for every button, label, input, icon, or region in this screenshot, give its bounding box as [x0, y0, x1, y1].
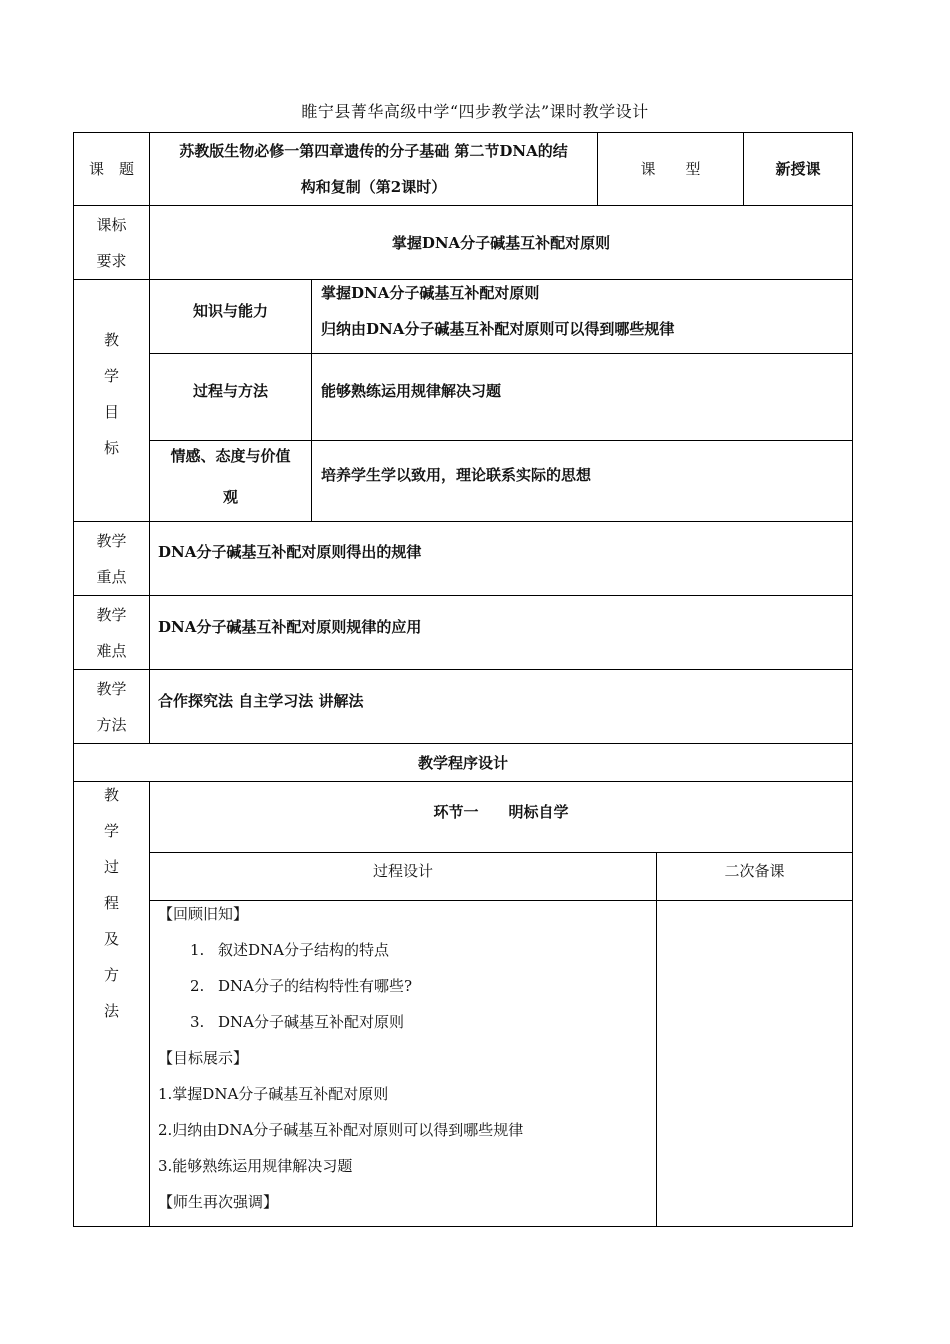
objective-attitude-label-line-2: 观: [222, 488, 238, 506]
objectives-label-char: 目: [103, 403, 119, 421]
column-header-design: 过程设计: [372, 862, 433, 880]
objective-attitude-label: [150, 436, 311, 516]
process-label-char: 法: [103, 1002, 119, 1020]
standards-label-line-2: 要求: [96, 251, 127, 270]
column-header-prep: 二次备课: [724, 862, 785, 880]
standards-label-line-1: 课标: [96, 215, 127, 234]
focus-label: [74, 522, 149, 595]
objectives-label-char: 教: [103, 331, 119, 349]
process-label-char: 过: [103, 858, 119, 876]
topic-line-1: 苏教版生物必修一第四章遗传的分子基础 第二节DNA的结: [179, 142, 568, 160]
review-item-text: 叙述DNA分子结构的特点: [218, 941, 389, 959]
objective-attitude-label-line-1: 情感、态度与价值: [170, 447, 291, 465]
review-heading: 【回顾旧知】: [158, 905, 249, 923]
page-title: 睢宁县菁华高级中学“四步教学法”课时教学设计: [301, 102, 649, 121]
difficulty-label: [74, 596, 149, 669]
type-label: 课 型: [640, 160, 701, 178]
review-item-text: DNA分子碱基互补配对原则: [218, 1013, 404, 1031]
methods-label: [74, 670, 149, 743]
goal-item: 2.归纳由DNA分子碱基互补配对原则可以得到哪些规律: [158, 1121, 524, 1139]
review-item-number: 3.: [190, 1013, 205, 1031]
review-item-number: 2.: [190, 977, 205, 995]
objective-knowledge-label: 知识与能力: [192, 302, 268, 320]
topic-line-2: 构和复制（第2课时）: [300, 178, 447, 196]
difficulty-label-line-1: 教学: [96, 605, 127, 624]
methods-value: 合作探究法 自主学习法 讲解法: [158, 692, 364, 710]
topic-value: [150, 133, 597, 205]
objective-process-label: 过程与方法: [192, 382, 268, 400]
standards-value: 掌握DNA分子碱基互补配对原则: [391, 233, 611, 252]
focus-label-line-2: 重点: [96, 567, 127, 586]
process-label-char: 方: [103, 966, 119, 984]
review-item: [158, 932, 653, 968]
process-label-char: 程: [103, 894, 119, 912]
goals-heading: 【目标展示】: [158, 1049, 249, 1067]
difficulty-label-line-2: 难点: [96, 641, 127, 660]
difficulty-value: DNA分子碱基互补配对原则规律的应用: [158, 618, 422, 636]
goal-item: 3.能够熟练运用规律解决习题: [158, 1157, 353, 1175]
objective-knowledge-line: 掌握DNA分子碱基互补配对原则: [321, 284, 540, 302]
review-item-text: DNA分子的结构特性有哪些?: [218, 977, 413, 995]
objectives-label-char: 标: [103, 439, 119, 457]
focus-label-line-1: 教学: [96, 531, 127, 550]
process-design-content: [158, 896, 653, 1226]
methods-label-line-1: 教学: [96, 679, 127, 698]
process-label-char: 及: [103, 930, 119, 948]
type-value: 新授课: [775, 160, 821, 178]
emphasis-heading: 【师生再次强调】: [158, 1193, 279, 1211]
review-item: [158, 968, 653, 1004]
standards-label: [74, 206, 149, 279]
objective-knowledge-value: [321, 275, 851, 347]
secondary-prep-cell: [657, 901, 852, 1226]
objectives-label: [74, 322, 149, 466]
focus-value: DNA分子碱基互补配对原则得出的规律: [158, 543, 422, 561]
stage-title: 环节一 明标自学: [433, 803, 569, 821]
program-title: 教学程序设计: [417, 753, 508, 772]
objectives-label-char: 学: [103, 367, 119, 385]
objective-knowledge-line: 归纳由DNA分子碱基互补配对原则可以得到哪些规律: [321, 320, 675, 338]
process-label-char: 教: [103, 786, 119, 804]
process-label: [74, 777, 149, 1033]
goal-item: 1.掌握DNA分子碱基互补配对原则: [158, 1085, 389, 1103]
review-item: [158, 1004, 653, 1040]
methods-label-line-2: 方法: [96, 715, 127, 734]
objective-attitude-value: 培养学生学以致用，理论联系实际的思想: [321, 466, 592, 484]
topic-label: 课 题: [88, 160, 134, 178]
process-label-char: 学: [103, 822, 119, 840]
objective-process-value: 能够熟练运用规律解决习题: [321, 382, 502, 400]
review-item-number: 1.: [190, 941, 205, 959]
